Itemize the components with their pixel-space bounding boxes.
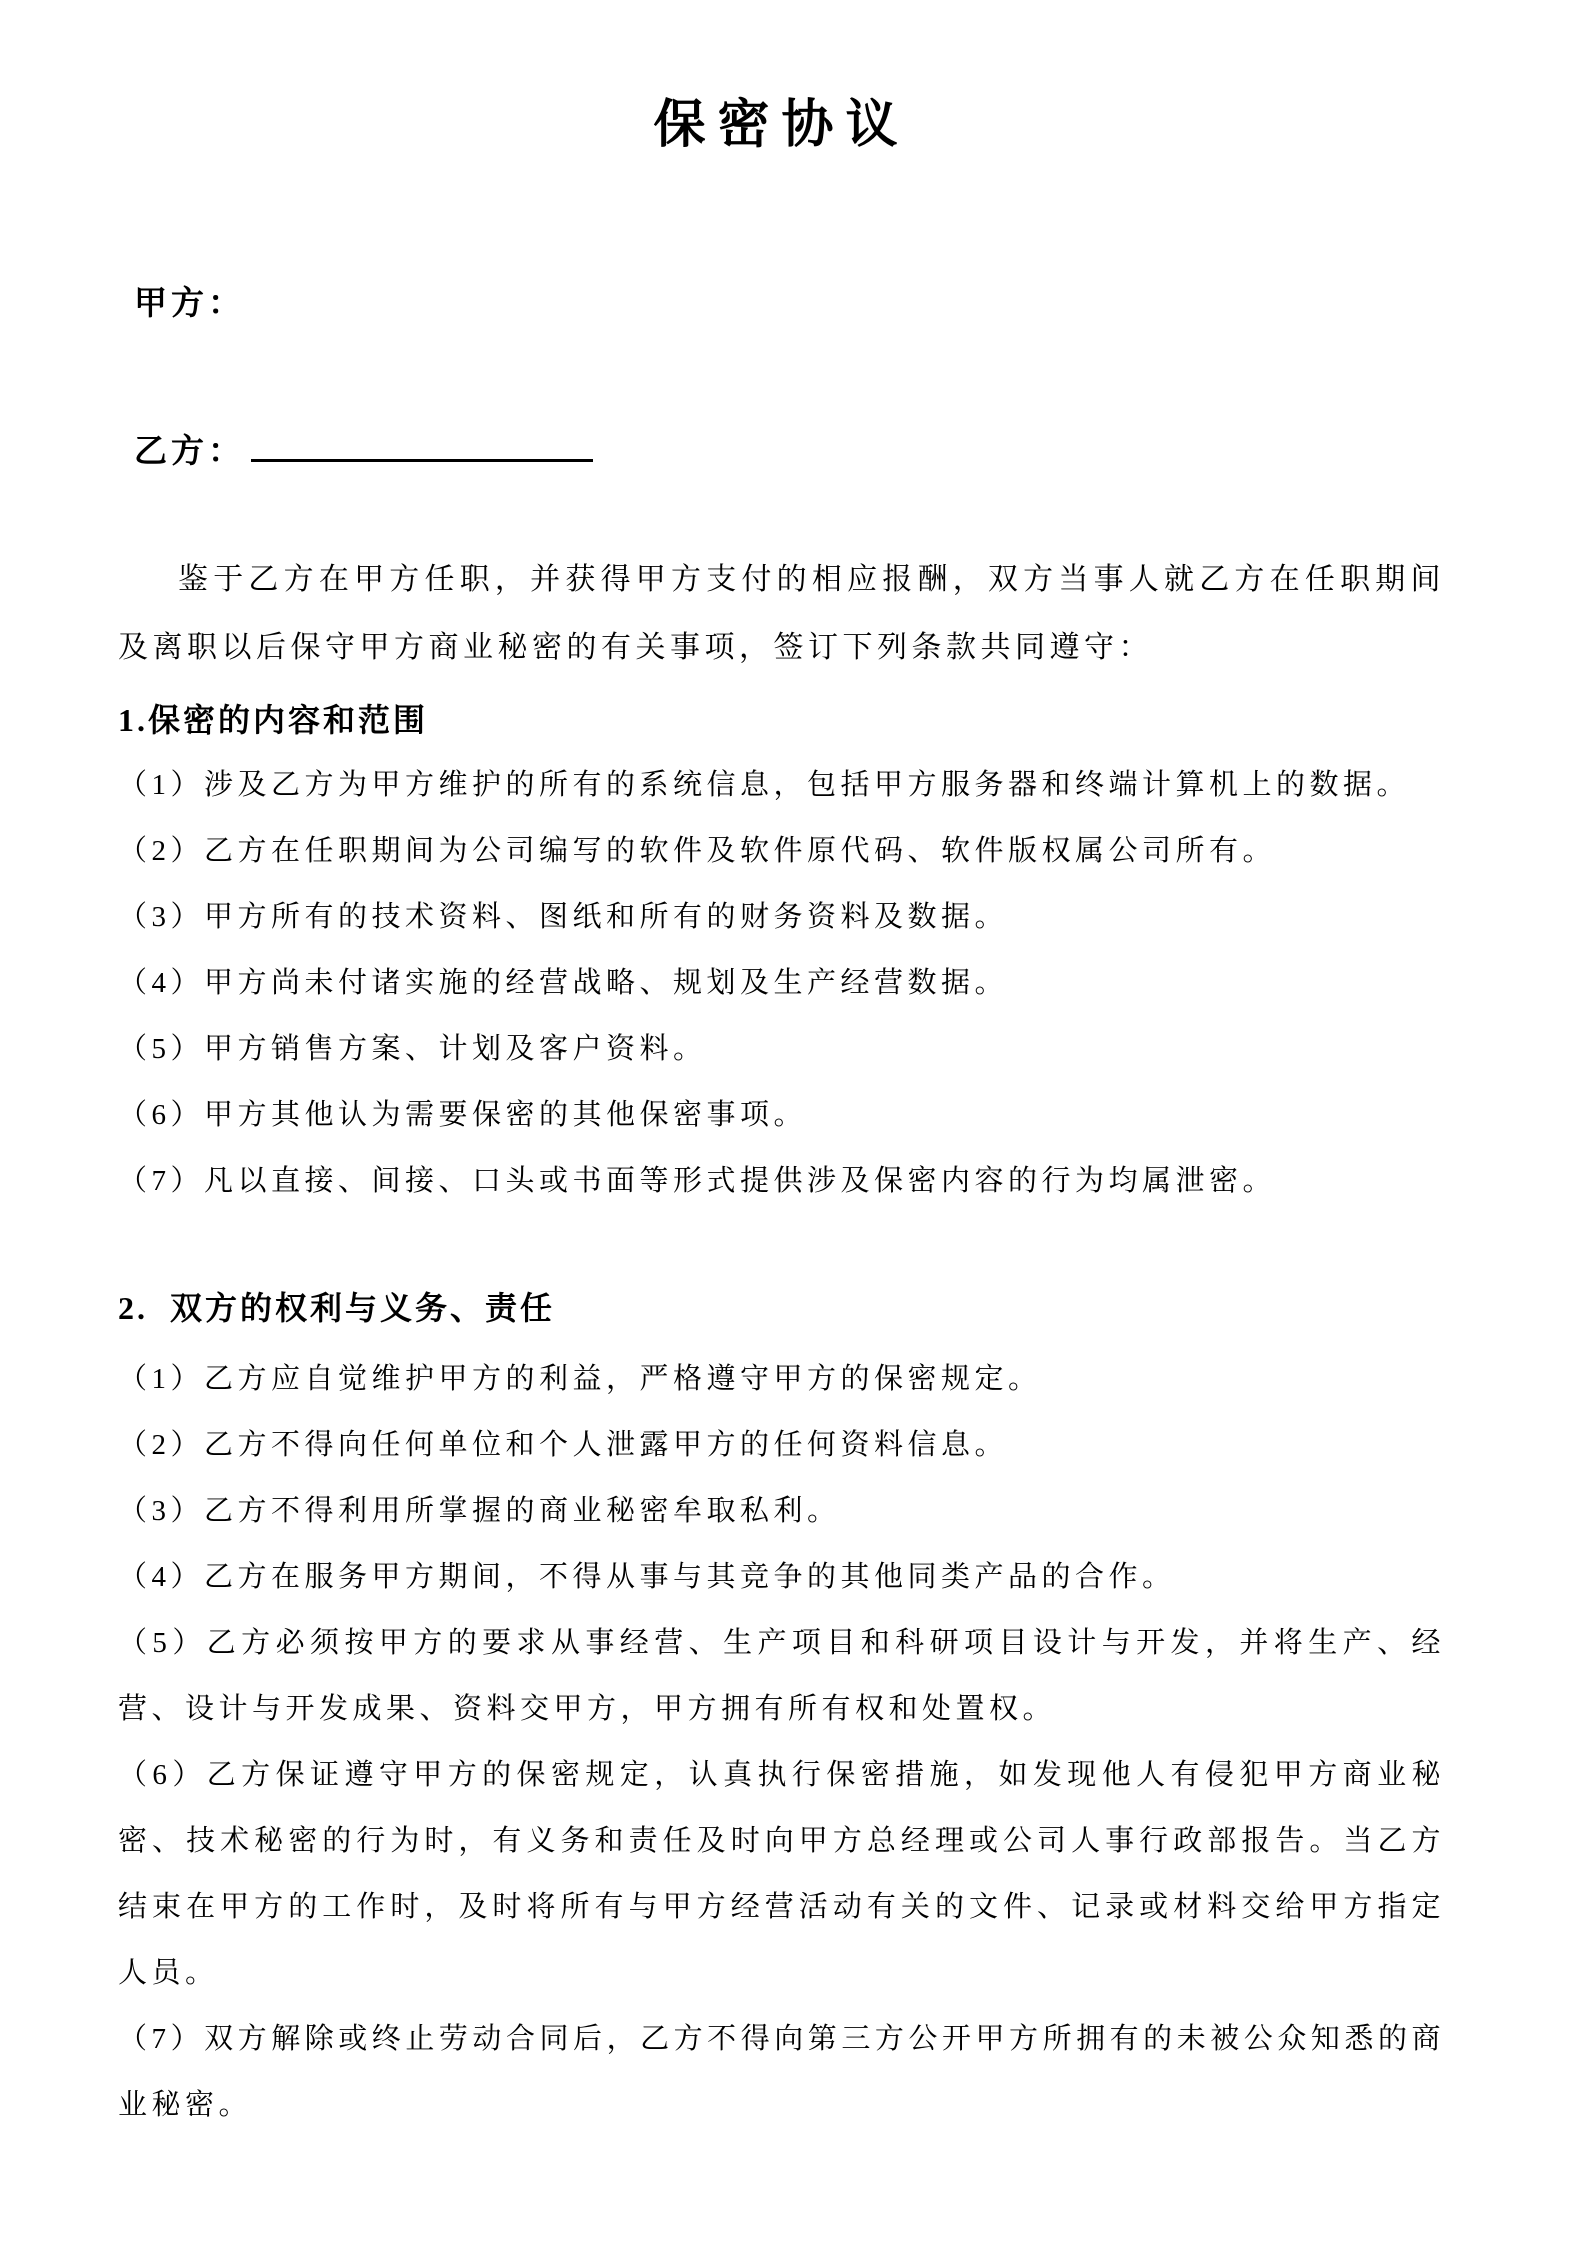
clause-item: （4）甲方尚未付诸实施的经营战略、规划及生产经营数据。 xyxy=(118,967,1009,999)
clause-item: （6）甲方其他认为需要保密的其他保密事项。 xyxy=(118,1099,808,1131)
section-2-heading: 2. 双方的权利与义务、责任 xyxy=(118,1290,556,1326)
clause-item: （1）涉及乙方为甲方维护的所有的系统信息，包括甲方服务器和终端计算机上的数据。 xyxy=(118,769,1411,801)
clause-item: （5）乙方必须按甲方的要求从事经营、生产项目和科研项目设计与开发，并将生产、经营、设计与开发成果、资料交甲方，甲方拥有所有权和处置权。 xyxy=(118,1627,1445,1725)
clause-item: （3）乙方不得利用所掌握的商业秘密牟取私利。 xyxy=(118,1495,841,1527)
clause-item: （2）乙方不得向任何单位和个人泄露甲方的任何资料信息。 xyxy=(118,1429,1009,1461)
party-b-label: 乙方： xyxy=(134,434,245,470)
document-title: 保密协议 xyxy=(653,97,910,154)
clause-item: （3）甲方所有的技术资料、图纸和所有的财务资料及数据。 xyxy=(118,901,1009,933)
clause-item: （5）甲方销售方案、计划及客户资料。 xyxy=(118,1033,707,1065)
party-a-row xyxy=(134,282,1445,326)
party-b-row xyxy=(134,430,1445,474)
clause-item: （7）凡以直接、间接、口头或书面等形式提供涉及保密内容的行为均属泄密。 xyxy=(118,1165,1277,1197)
clause-item: （7）双方解除或终止劳动合同后，乙方不得向第三方公开甲方所拥有的未被公众知悉的商业秘密。 xyxy=(118,2023,1445,2121)
section-1-clauses xyxy=(118,752,1445,1214)
clause-item: （2）乙方在任职期间为公司编写的软件及软件原代码、软件版权属公司所有。 xyxy=(118,835,1277,867)
section-1-heading: 1.保密的内容和范围 xyxy=(118,702,429,738)
intro-paragraph: 鉴于乙方在甲方任职，并获得甲方支付的相应报酬，双方当事人就乙方在任职期间及离职以后保守甲方商业秘密的有关事项，签订下列条款共同遵守： xyxy=(118,563,1445,664)
party-a-label: 甲方： xyxy=(134,286,245,322)
clause-item: （1）乙方应自觉维护甲方的利益，严格遵守甲方的保密规定。 xyxy=(118,1363,1042,1395)
clause-item: （4）乙方在服务甲方期间，不得从事与其竞争的其他同类产品的合作。 xyxy=(118,1561,1176,1593)
party-b-fill-line[interactable] xyxy=(251,432,593,462)
clause-item: （6）乙方保证遵守甲方的保密规定，认真执行保密措施，如发现他人有侵犯甲方商业秘密、技术秘密的行为时，有义务和责任及时向甲方总经理或公司人事行政部报告。当乙方结束在甲方的工作时，及时将所有与甲方经营活动有关的文件、记录或材料交给甲方指定人员。 xyxy=(118,1759,1445,1989)
section-2-clauses xyxy=(118,1346,1445,2138)
